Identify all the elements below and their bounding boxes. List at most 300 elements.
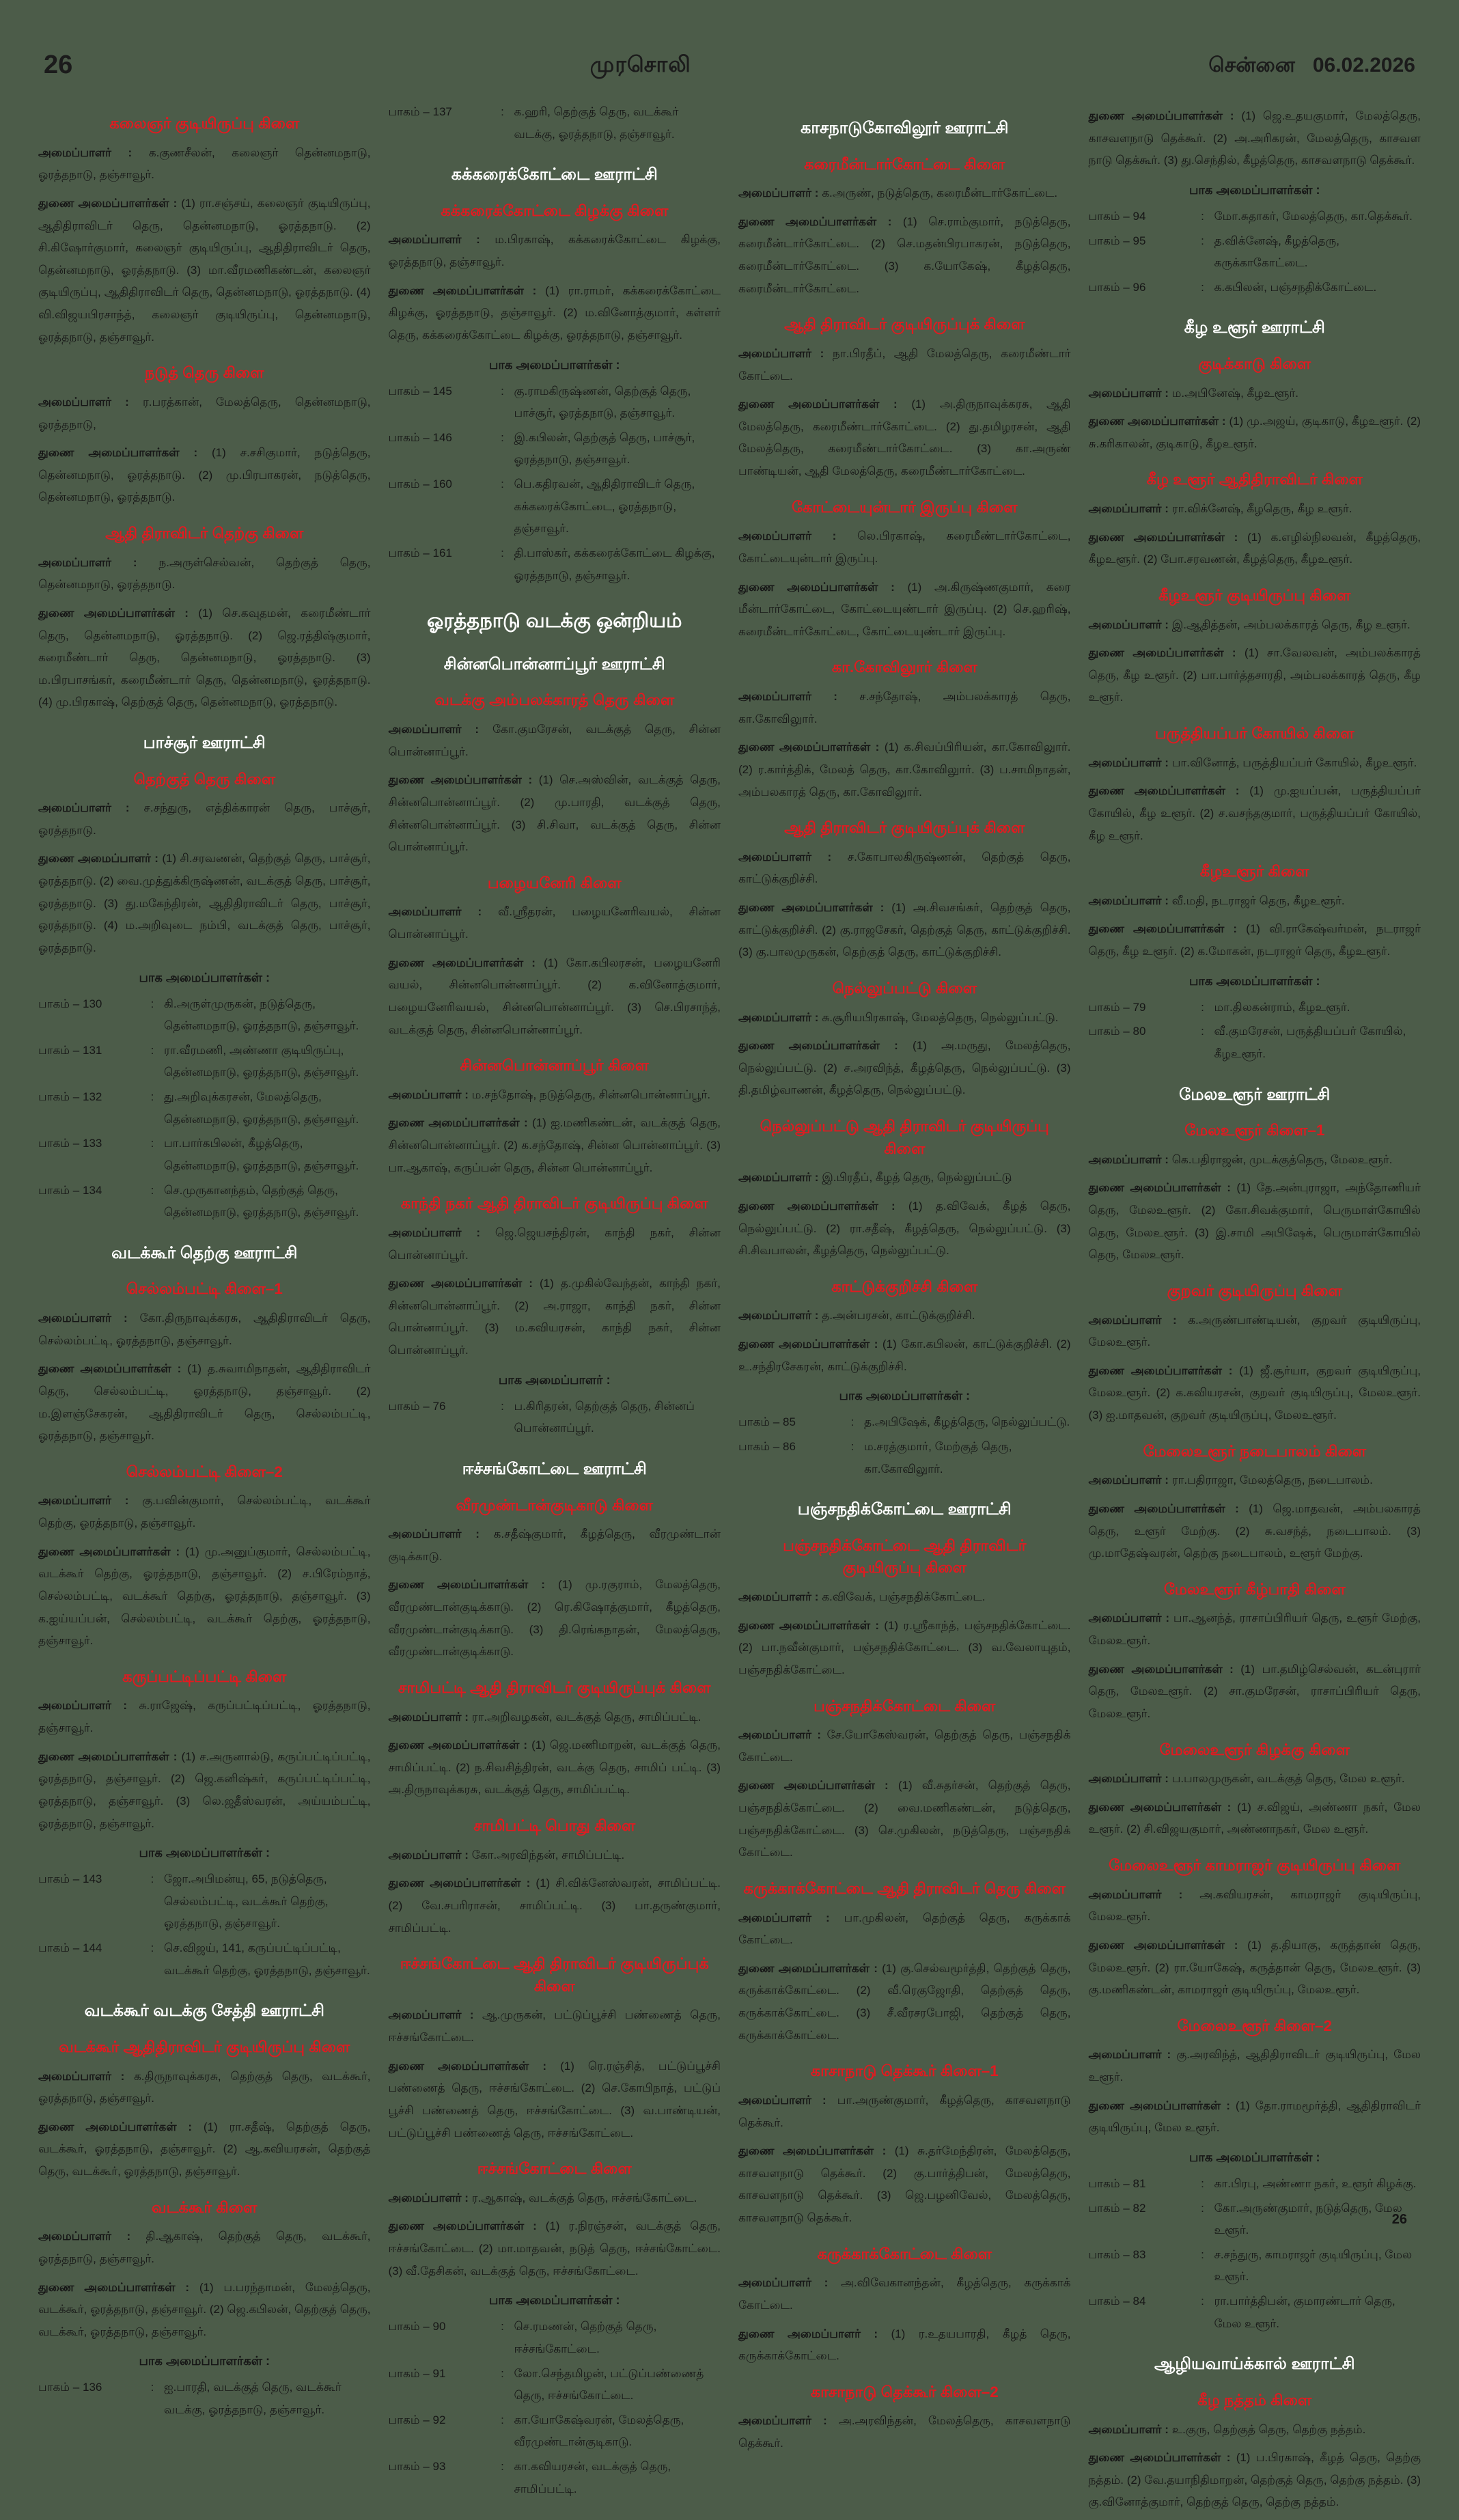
colon-separator: : <box>501 477 504 491</box>
branch-heading: பழையனேரி கிளை <box>487 874 622 891</box>
organizer-role-label: துணை அமைப்பாளர்கள் : <box>1088 1938 1238 1952</box>
organizer-paragraph <box>738 1907 1071 1952</box>
organizer-names-text: (1) ர.உதயபாரதி, கீழத் தெரு, கருக்காக்கோட்டை. <box>738 2327 1071 2363</box>
branch-heading: கீழஉளூர் குடியிருப்பு கிளை <box>1158 586 1351 604</box>
part-number-label: பாகம் – 94 <box>1088 209 1146 223</box>
organizer-paragraph <box>38 2066 371 2110</box>
panchayat-heading: சின்னபொன்னாப்பூர் ஊராட்சி <box>443 654 665 674</box>
parts-header: பாக அமைப்பாளர்கள் : <box>1189 973 1320 988</box>
organizer-paragraph <box>389 719 721 763</box>
organizer-paragraph <box>38 797 371 842</box>
parts-header: பாக அமைப்பாளர்கள் : <box>139 970 270 984</box>
header-edition-date <box>1208 54 1415 80</box>
organizer-paragraph <box>738 2272 1071 2316</box>
part-organizer-text: த.அபிஷேக், கீழத்தெரு, நெல்லுப்பட்டு. <box>864 1415 1070 1429</box>
organizer-role-label: அமைப்பாளர் : <box>738 529 837 543</box>
part-number-label: பாகம் – 130 <box>38 997 102 1010</box>
part-number-label: பாகம் – 84 <box>1088 2295 1146 2308</box>
colon-separator: : <box>501 2320 504 2334</box>
organizer-role-label: அமைப்பாளர் : <box>738 850 832 863</box>
organizer-names-text: ர.பரத்கான், மேலத்தெரு, தென்னமநாடு, ஓரத்தநாடு, <box>38 395 371 431</box>
colon-separator: : <box>1201 1000 1204 1014</box>
part-row <box>738 1411 1071 1434</box>
organizer-names-text: ம.அபினேஷ், கீழஉளூர். <box>1171 386 1298 400</box>
organizer-names-text: (1) மு.ரகுராம், மேலத்தெரு, வீரமுண்டான்குடிக்காடு. (2) ரெ.கிஷோத்குமார், கீழத்தெரு, வீரமுண்டான்குடிக்காடு. (3) தி.ரெங்கநாதன், மேலத்தெரு, வீரமுண்டான்குடிக்காடு. <box>388 1578 721 1659</box>
organizer-paragraph <box>1089 614 1421 637</box>
organizer-names-text: ச.சந்தோஷ், அம்பலக்காரத் தெரு, கா.கோவிலுார். <box>738 690 1071 725</box>
edition-city: சென்னை <box>1208 54 1295 77</box>
organizer-names-text: (1) ப.பிரகாஷ், கீழத் தெரு, தெற்கு நத்தம். (2) வே.தயாநிதிமாறன், தெற்குத் தெரு, தெற்கு நத்தம். (3) கு.வினோத்குமார், தெற்குத் தெரு, தெற்கு நத்தம். <box>1088 2451 1421 2509</box>
part-organizer-text: ம.சரத்குமார், மேற்குத் தெரு, கா.கோவிலுார். <box>864 1439 1012 1476</box>
organizer-paragraph <box>738 1958 1071 2047</box>
panchayat-heading: காசநாடுகோவிலூர் ஊராட்சி <box>801 119 1009 137</box>
organizer-paragraph <box>38 1490 371 1534</box>
branch-heading: குறவர் குடியிருப்பு கிளை <box>1167 1282 1342 1299</box>
organizer-names-text: ம.சந்தோஷ், நடுத்தெரு, சின்னபொன்னாப்பூர். <box>471 1088 711 1101</box>
organizer-role-label: அமைப்பாளர் : <box>1088 756 1169 769</box>
organizer-paragraph <box>738 525 1071 570</box>
part-organizer-text: கா.பிரபு, அண்ணா நகர், உளூர் கிழக்கு. <box>1214 2176 1417 2190</box>
organizer-role-label: அமைப்பாளர் : <box>1088 618 1169 631</box>
organizer-names-text: ச.சந்துரு, எத்திக்காரன் தெரு, பாச்சூர், ஓரத்தநாடு. <box>38 801 371 837</box>
colon-separator: : <box>1201 1025 1204 1038</box>
parts-header: பாக அமைப்பாளர்கள் : <box>839 1389 970 1403</box>
organizer-paragraph <box>738 211 1071 301</box>
organizer-role-label: அமைப்பாளர் : <box>1088 386 1169 400</box>
organizer-names-text: (1) த.சுவாமிநாதன், ஆதிதிராவிடர் தெரு, செல்லம்பட்டி, ஓரத்தநாடு, தஞ்சாவூர். (2) ம.இளஞ்சேகரன், ஆதிதிராவிடர் தெரு, செல்லம்பட்டி, ஓரத்தநாடு, தஞ்சாவூர். <box>38 1362 371 1443</box>
colon-separator: : <box>1201 2295 1204 2308</box>
organizer-role-label: அமைப்பாளர் : <box>738 2414 827 2428</box>
branch-heading: கரைமீன்டார்கோட்டை கிளை <box>804 155 1005 173</box>
organizer-paragraph <box>738 2410 1071 2454</box>
part-number-label: பாகம் – 133 <box>38 1137 102 1150</box>
part-organizer-text: செ.ரமணன், தெற்குத் தெரு, ஈச்சங்கோட்டை. <box>514 2320 657 2355</box>
organizer-paragraph <box>738 393 1071 483</box>
organizer-paragraph <box>389 901 721 945</box>
panchayat-heading: ஆழியவாய்க்கால் ஊராட்சி <box>1154 2355 1355 2374</box>
part-row <box>38 993 371 1038</box>
organizer-names-text: ந.அருள்செல்வன், தெற்குத் தெரு, தென்னமநாடு, ஓரத்தநாடு. <box>38 555 371 592</box>
part-number-label: பாகம் – 132 <box>38 1090 102 1104</box>
organizer-names-text: (1) த.முகில்வேந்தன், காந்தி நகர், சின்னபொன்னாப்பூர். (2) அ.ராஜா, காந்தி நகர், சின்ன பொன்னாப்பூர். (3) ம.கவியரசன், காந்தி நகர், சின்ன பொன்னாப்பூர். <box>388 1277 721 1357</box>
parts-header: பாக அமைப்பாளர்கள் : <box>489 2293 620 2308</box>
organizer-names-text: (1) ரா.சஞ்சய், கலைஞர் குடியிருப்பு, ஆதிதிராவிடர் தெரு, தென்னமநாடு, ஓரத்தநாடு. (2) சி.கிஷோர்குமார், கலைஞர் குடியிருப்பு, ஆதிதிராவிடர் தெரு, தென்னமநாடு, ஓரத்தநாடு. (3) மா.வீரமணிகண்டன், கலைஞர் குடியிருப்பு, ஆதிதிராவிடர் தெரு, தென்னமநாடு, ஓரத்தநாடு. (4) வி.விஜயபிரசாந்த், கலைஞர் குடியிருப்பு, தென்னமநாடு, ஓரத்தநாடு, தஞ்சாவூர். <box>38 196 371 344</box>
part-organizer-text: கா.கவியரசன், வடக்குத் தெரு, சாமிப்பட்டி. <box>514 2460 671 2495</box>
masthead-title: முரசொலி <box>589 52 691 77</box>
part-organizer-text: லோ.செந்தமிழன், பட்டுப்பண்ணைத் தெரு, ஈச்சங்கோட்டை. <box>514 2366 704 2403</box>
organizer-names-text: த.அன்பரசன், காட்டுக்குறிச்சி. <box>822 1309 975 1323</box>
organizer-names-text: (1) மு.ஐயப்பன், பருத்தியப்பர் கோயில், கீழ உளூர். (2) ச.வசந்தகுமார், பருத்தியப்பர் கோயில், கீழ உளூர். <box>1088 784 1421 842</box>
branch-heading: ஈச்சங்கோட்டை ஆதி திராவிடர் குடியிருப்புக் கிளை <box>400 1955 709 1995</box>
organizer-role-label: அமைப்பாளர் : <box>38 395 129 409</box>
organizer-paragraph <box>389 1112 721 1179</box>
organizer-role-label: துணை அமைப்பாளர்கள் : <box>388 1277 533 1290</box>
part-row <box>1089 206 1421 228</box>
organizer-paragraph <box>38 442 371 509</box>
part-number-label: பாகம் – 95 <box>1088 234 1146 247</box>
organizer-names-text: கெ.பதிராஜன், முடக்குத்தெரு, மேலஉளூர். <box>1171 1152 1393 1166</box>
organizer-names-text: இ.ஆதித்தன், அம்பலக்காரத் தெரு, கீழ உளூர். <box>1171 618 1411 631</box>
organizer-names-text: (1) ரா.ராமர், கக்கரைக்கோட்டை கிழக்கு, ஓரத்தநாடு, தஞ்சாவூர். (2) ம.வினோத்குமார், கள்ளர் தெரு, கக்கரைக்கோட்டை கிழக்கு, ஓரத்தநாடு, தஞ்சாவூர். <box>388 283 721 342</box>
organizer-paragraph <box>738 846 1071 891</box>
organizer-role-label: துணை அமைப்பாளர்கள் : <box>38 446 198 460</box>
organizer-paragraph <box>389 1706 721 1729</box>
organizer-names-text: பா.வினோத், பருத்தியப்பர் கோயில், கீழஉளூர். <box>1171 756 1417 769</box>
part-row <box>389 2409 721 2454</box>
branch-heading: கருக்காக்கோட்டை கிளை <box>817 2245 992 2262</box>
organizer-names-text: (1) ஜெ.மாதவன், அம்பலகாரத் தெரு, உளூர் மேற்கு. (2) சு.வசந்த், நடைபாலம். (3) மு.மாதேஷ்வரன், தெற்கு நடைபாலம், உளூர் மேற்கு. <box>1088 1501 1421 1560</box>
organizer-paragraph <box>1089 383 1421 405</box>
branch-heading: வடக்கு அம்பலக்காரத் தெரு கிளை <box>434 691 675 709</box>
part-row <box>1089 2290 1421 2335</box>
branch-heading: பஞ்சநதிக்கோட்டை ஆதி திராவிடர் குடியிருப்பு கிளை <box>783 1536 1027 1577</box>
organizer-paragraph <box>1089 2044 1421 2088</box>
branch-heading: கீழ நத்தம் கிளை <box>1197 2391 1312 2409</box>
organizer-role-label: துணை அமைப்பாளர்கள் : <box>38 606 189 620</box>
colon-separator: : <box>501 546 504 559</box>
organizer-names-text: பா.முகிலன், தெற்குத் தெரு, கருக்காக் கோட்டை. <box>738 1911 1071 1947</box>
part-row <box>38 1937 371 1982</box>
parts-header: பாக அமைப்பாளர்கள் : <box>139 2354 270 2368</box>
organizer-names-text: ஆ.முருகன், பட்டுப்பூச்சி பண்ணைத் தெரு, ஈச்சங்கோட்டை. <box>388 2008 721 2044</box>
organizer-role-label: அமைப்பாளர் : <box>1088 1772 1169 1786</box>
branch-heading: கக்கரைக்கோட்டை கிழக்கு கிளை <box>441 202 669 219</box>
colon-separator: : <box>850 1415 854 1429</box>
organizer-role-label: துணை அமைப்பாளர்கள் : <box>38 1362 182 1376</box>
part-number-label: பாகம் – 90 <box>388 2320 446 2334</box>
part-row <box>389 1396 721 1440</box>
organizer-paragraph <box>1089 752 1421 775</box>
organizer-names-text: க.திருநாவுக்கரசு, தெற்குத் தெரு, வடக்கூர், ஓரத்தநாடு, தஞ்சாவூர். <box>38 2069 371 2105</box>
organizer-paragraph <box>738 736 1071 803</box>
branch-heading: நெல்லுப்பட்டு கிளை <box>832 979 977 997</box>
branch-heading: வீரமுண்டான்குடிகாடு கிளை <box>456 1496 654 1514</box>
part-row <box>1089 997 1421 1019</box>
organizer-role-label: துணை அமைப்பாளர்கள் : <box>738 740 880 754</box>
part-number-label: பாகம் – 83 <box>1088 2247 1146 2261</box>
organizer-role-label: துணை அமைப்பாளர்கள் : <box>1088 646 1236 660</box>
organizer-paragraph <box>738 2323 1071 2368</box>
organizer-role-label: அமைப்பாளர் : <box>38 1494 129 1508</box>
organizer-names-text: நா.பிரதீப், ஆதி மேலத்தெரு, கரைமீண்டார் கோட்டை. <box>738 346 1071 383</box>
organizer-paragraph <box>738 1615 1071 1682</box>
part-organizer-text: வீ.குமரேசன், பருத்தியப்பர் கோயில், கீழஉளூர். <box>1214 1025 1406 1060</box>
organizer-names-text: க.சதீஷ்குமார், கீழத்தெரு, வீரமுண்டான் குடிக்காடு. <box>388 1527 721 1563</box>
part-organizer-text: கா.யோகேஷ்வரன், மேலத்தெரு, வீரமுண்டான்குடிகாடு. <box>514 2413 684 2449</box>
organizer-role-label: துணை அமைப்பாளர்கள் : <box>738 2144 887 2158</box>
organizer-role-label: அமைப்பாளர் : <box>1088 1887 1183 1901</box>
part-organizer-text: ரா.வீரமணி, அண்ணா குடியிருப்பு, தென்னமநாடு, ஓரத்தநாடு, தஞ்சாவூர். <box>164 1043 359 1079</box>
organizer-role-label: அமைப்பாளர் : <box>738 346 824 360</box>
organizer-role-label: துணை அமைப்பாளர்கள் : <box>738 580 895 594</box>
organizer-paragraph <box>1089 1177 1421 1266</box>
organizer-paragraph <box>738 1035 1071 1102</box>
organizer-role-label: அமைப்பாளர் : <box>738 2093 826 2107</box>
organizer-names-text: (1) வி.ராகேஷ்வர்மன், நடராஜர் தெரு, கீழ உளூர். (2) க.மோகன், நடராஜர் தெரு, கீழஉளூர். <box>1088 922 1421 958</box>
organizer-names-text: (1) அ.கிருஷ்ணகுமார், கரை மீன்டார்கோட்டை, கோட்டையுண்டார் இருப்பு. (2) செ.ஹரிஷ், கரைமீன்டார்கோட்டை, கோட்டையுண்டார் இருப்பு. <box>738 580 1071 638</box>
organizer-paragraph <box>389 1273 721 1362</box>
part-organizer-text: கி.அருள்முருகன், நடுத்தெரு, தென்னமநாடு, ஓரத்தநாடு, தஞ்சாவூர். <box>164 997 359 1033</box>
edition-date: 06.02.2026 <box>1312 54 1415 77</box>
content-columns <box>0 80 1459 2520</box>
part-organizer-text: ப.கிரிதரன், தெற்குத் தெரு, சின்னப் பொன்னாப்பூர். <box>514 1399 695 1435</box>
organizer-paragraph <box>738 686 1071 730</box>
organizer-names-text: அ.விவேகானந்தன், கீழத்தெரு, கருக்காக் கோட்டை. <box>738 2276 1071 2312</box>
panchayat-heading: கக்கரைக்கோட்டை ஊராட்சி <box>451 165 658 184</box>
organizer-paragraph <box>1089 918 1421 963</box>
organizer-paragraph <box>1089 1797 1421 1841</box>
organizer-names-text: (1) ஜெ.மணிமாறன், வடக்குத் தெரு, சாமிப்பட்டி. (2) ந.சிவசித்திரன், வடக்கு தெரு, சாமிப் பட்டி. (3) அ.திருநாவுக்கரசு, வடக்குத் தெரு, சாமிப்பட்டி. <box>388 1739 721 1797</box>
part-number-label: பாகம் – 136 <box>38 2381 102 2394</box>
branch-heading: சாமிபட்டி பொது கிளை <box>473 1817 636 1834</box>
part-organizer-text: ஐ.பாரதி, வடக்குத் தெரு, வடக்கூர் வடக்கு, ஓரத்தநாடு, தஞ்சாவூர். <box>164 2381 342 2417</box>
part-number-label: பாகம் – 76 <box>388 1399 446 1413</box>
part-row <box>389 2456 721 2500</box>
branch-heading: பஞ்சநதிக்கோட்டை கிளை <box>814 1697 996 1715</box>
organizer-role-label: அமைப்பாளர் : <box>388 1527 480 1541</box>
part-number-label: பாகம் – 160 <box>388 477 452 491</box>
organizer-names-text: (1) செ.கவுதமன், கரைமீண்டார் தெரு, தென்னமநாடு, ஓரத்தநாடு. (2) ஜெ.ரத்திஷ்குமார், கரைமீண்டார் தெரு, தென்னமநாடு, ஓரத்தநாடு. (3) ம.பிரபாசங்கர், கரைமீண்டார் தெரு, தென்னமநாடு, ஓரத்தநாடு. (4) மு.பிரகாஷ், தெற்குத் தெரு, தென்னமநாடு, ஓரத்தநாடு. <box>38 606 371 709</box>
column-4 <box>1089 99 1421 2520</box>
organizer-role-label: துணை அமைப்பாளர்கள் : <box>1088 1363 1233 1377</box>
part-number-label: பாகம் – 145 <box>388 384 452 398</box>
organizer-names-text: (1) அ.திருநாவுக்கரசு, ஆதி மேலத்தெரு, கரைமீண்டார்கோட்டை. (2) து.தமிழரசன், ஆதி மேலத்தெரு, கரைமீண்டார்கோட்டை. (3) கா.அருண் பாண்டியன், ஆதி மேலத்தெரு, கரைமீண்டார்கோட்டை. <box>738 398 1071 478</box>
organizer-names-text: (1) சி.விக்னேஸ்வரன், சாமிப்பட்டி. (2) வே.சபரிராசன், சாமிப்பட்டி. (3) பா.தருண்குமார், சாமிப்பட்டி. <box>388 1877 721 1935</box>
organizer-role-label: அமைப்பாளர் : <box>738 1309 819 1323</box>
organizer-role-label: துணை அமைப்பாளர்கள் : <box>38 1545 180 1558</box>
organizer-role-label: அமைப்பாளர் : <box>388 2008 474 2022</box>
branch-heading: காசாநாடு தெக்கூர் கிளை–2 <box>810 2383 999 2400</box>
branch-heading: கருப்பட்டிப்பட்டி கிளை <box>122 1667 287 1685</box>
organizer-paragraph <box>1089 105 1421 172</box>
panchayat-heading: வடக்கூர் தெற்கு ஊராட்சி <box>111 1243 298 1262</box>
organizer-role-label: துணை அமைப்பாளர்கள் : <box>738 1199 895 1213</box>
header-page-number: 26 <box>44 51 73 79</box>
part-organizer-text: ஜோ.அபிமன்யு, 65, நடுத்தெரு, செல்லம்பட்டி, வடக்கூர் தெற்கு, ஓரத்தநாடு, தஞ்சாவூர். <box>164 1872 329 1930</box>
organizer-paragraph <box>1089 1659 1421 1726</box>
organizer-role-label: துணை அமைப்பாளர்கள் : <box>1088 530 1238 544</box>
organizer-role-label: அமைப்பாளர் : <box>388 233 480 247</box>
organizer-paragraph <box>38 1358 371 1448</box>
organizer-role-label: அமைப்பாளர் : <box>738 1590 819 1604</box>
organizer-paragraph <box>389 1574 721 1663</box>
branch-heading: மேலைஉளூர் கிளை–2 <box>1177 2017 1332 2034</box>
organizer-names-text: சே.யோகேஸ்வரன், தெற்குத் தெரு, பஞ்சநதிக் கோட்டை. <box>738 1728 1071 1764</box>
organizer-names-text: பா.ஆனந்த், ராசாப்பிரியர் தெரு, உளூர் மேற்கு, மேலஉளூர். <box>1088 1611 1421 1648</box>
organizer-names-text: (1) ச.அருனால்டு, கருப்பட்டிப்பட்டி, ஓரத்தநாடு, தஞ்சாவூர். (2) ஜெ.கனிஷ்கர், கருப்பட்டிப்பட்டி, ஓரத்தநாடு, தஞ்சாவூர். (3) லெ.ஜதீஸ்வரன், அய்யம்பட்டி, ஓரத்தநாடு, தஞ்சாவூர். <box>38 1749 371 1830</box>
branch-heading: மேலைஉளூர் நடைபாலம் கிளை <box>1143 1442 1367 1460</box>
organizer-role-label: துணை அமைப்பாளர்கள் : <box>1088 1501 1239 1515</box>
organizer-role-label: துணை அமைப்பாளர்கள் : <box>38 2120 193 2133</box>
organizer-paragraph <box>38 848 371 959</box>
branch-heading: பருத்தியப்பர் கோயில் கிளை <box>1154 725 1354 743</box>
branch-heading: ஆதி திராவிடர் குடியிருப்புக் கிளை <box>784 819 1025 837</box>
colon-separator: : <box>501 1399 504 1413</box>
organizer-names-text: ச.கோபாலகிருஷ்ணன், தெற்குத் தெரு, காட்டுக்குறிச்சி. <box>738 850 1071 886</box>
colon-separator: : <box>850 1439 854 1453</box>
part-number-label: பாகம் – 134 <box>38 1183 102 1197</box>
panchayat-heading: பஞ்சநதிக்கோட்டை ஊராட்சி <box>797 1500 1012 1519</box>
organizer-paragraph <box>1089 1149 1421 1172</box>
organizer-names-text: (1) செ.அஸ்வின், வடக்குத் தெரு, சின்னபொன்னாப்பூர். (2) மு.பாரதி, வடக்குத் தெரு, சின்னபொன்னாப்பூர். (3) சி.சிவா, வடக்குத் தெரு, சின்ன பொன்னாப்பூர். <box>388 773 721 854</box>
organizer-paragraph <box>1089 780 1421 847</box>
organizer-names-text: (1) செ.ராம்குமார், நடுத்தெரு, கரைமீன்டார்கோட்டை. (2) செ.மதன்பிரபாகரன், நடுத்தெரு, கரைமீன்டார்கோட்டை. (3) க.யோகேஷ், கீழத்தெரு, கரைமீன்டார்கோட்டை. <box>738 214 1071 295</box>
panchayat-heading: ஈச்சங்கோட்டை ஊராட்சி <box>462 1459 647 1478</box>
branch-heading: ஈச்சங்கோட்டை கிளை <box>477 2160 632 2178</box>
organizer-role-label: துணை அமைப்பாளர்கள் : <box>1088 415 1226 428</box>
organizer-role-label: அமைப்பாளர் : <box>38 2069 125 2083</box>
organizer-names-text: கோ.அரவிந்தன், சாமிப்பட்டி. <box>471 1848 625 1861</box>
organizer-names-text: (1) ர.நிரஞ்சன், வடக்குத் தெரு, ஈச்சங்கோட்டை. (2) மா.மாதவன், நடுத் தெரு, ஈச்சங்கோட்டை. (3) வீ.தேசிகன், வடக்குத் தெரு, ஈச்சங்கோட்டை. <box>388 2219 721 2277</box>
branch-heading: கீழ உளூர் ஆதிதிராவிடர் கிளை <box>1146 471 1363 488</box>
organizer-names-text: (1) ஜீ.சூர்யா, குறவர் குடியிருப்பு, மேலஉளூர். (2) க.கவியரசன், குறவர் குடியிருப்பு, மேலஉளூர். (3) ஐ.மாதவன், குறவர் குடியிருப்பு, மேலஉளூர். <box>1088 1363 1421 1422</box>
part-number-label: பாகம் – 144 <box>38 1941 102 1955</box>
organizer-paragraph <box>389 1523 721 1568</box>
parts-header: பாக அமைப்பாளர்கள் : <box>139 1846 270 1860</box>
organizer-paragraph <box>738 2140 1071 2230</box>
organizer-names-text: (1) ச.சசிகுமார், நடுத்தெரு, தென்னமநாடு, ஓரத்தநாடு. (2) மு.பிரபாகரன், நடுத்தெரு, தென்னமநாடு, ஓரத்தநாடு. <box>38 446 371 504</box>
organizer-paragraph <box>38 603 371 714</box>
organizer-role-label: அமைப்பாளர் : <box>388 2191 469 2204</box>
panchayat-heading: கீழ உளூர் ஊராட்சி <box>1184 318 1325 337</box>
organizer-role-label: துணை அமைப்பாளர்கள் : <box>388 1578 545 1592</box>
organizer-role-label: அமைப்பாளர் : <box>1088 502 1169 516</box>
organizer-names-text: கு.அரவிந்த், ஆதிதிராவிடர் குடியிருப்பு, மேல உளூர். <box>1088 2048 1421 2084</box>
part-number-label: பாகம் – 93 <box>388 2460 446 2473</box>
organizer-names-text: (1) வீ.சுதர்சன், தெற்குத் தெரு, பஞ்சநதிக்கோட்டை. (2) வை.மணிகண்டன், நடுத்தெரு, பஞ்சநதிக்கோட்டை. (3) செ.முகிலன், நடுத்தெரு, பஞ்சநதிக் கோட்டை. <box>738 1779 1071 1859</box>
organizer-role-label: அமைப்பாளர் : <box>1088 2048 1171 2062</box>
branch-heading: கருக்காக்கோட்டை ஆதி திராவிடர் தெரு கிளை <box>743 1879 1066 1897</box>
organizer-role-label: துணை அமைப்பாளர்கள் : <box>1088 2451 1231 2465</box>
parts-header: பாக அமைப்பாளர் : <box>498 1372 611 1387</box>
organizer-paragraph <box>38 1695 371 1739</box>
part-number-label: பாகம் – 91 <box>388 2366 446 2380</box>
colon-separator: : <box>1201 280 1204 294</box>
organizer-role-label: துணை அமைப்பாளர்கள் : <box>738 398 898 411</box>
organizer-names-text: (1) ஜெ.உதயகுமார், மேலத்தெரு, காசவளநாடு தெக்கூர். (2) அ.அரிகரன், மேலத்தெரு, காசவள நாடு தெக்கூர். (3) து.செந்தில், கீழத்தெரு, காசவளநாடு தெக்கூர். <box>1088 109 1421 167</box>
organizer-role-label: துணை அமைப்பாளர்கள் : <box>1088 1662 1234 1676</box>
organizer-role-label: துணை அமைப்பாளர்கள் : <box>1088 922 1238 936</box>
organizer-names-text: (1) தோ.ராமமூர்த்தி, ஆதிதிராவிடர் குடியிருப்பு, மேல உளூர். <box>1088 2099 1421 2135</box>
organizer-names-text: (1) த.தியாகு, கருத்தான் தெரு, மேலஉளூர். (2) ரா.யோகேஷ், கருத்தான் தெரு, மேலஉளூர். (3) கு.மணிகண்டன், காமராஜர் குடியிருப்பு, மேலஉளூர். <box>1088 1938 1421 1997</box>
organizer-role-label: அமைப்பாளர் : <box>388 1088 469 1101</box>
organizer-role-label: துணை அமைப்பாளர்கள் : <box>388 956 536 969</box>
organizer-paragraph <box>738 1305 1071 1327</box>
part-row <box>1089 277 1421 299</box>
organizer-role-label: துணை அமைப்பாளர்கள் : <box>1088 1800 1232 1814</box>
organizer-paragraph <box>389 229 721 273</box>
branch-heading: மேலைஉளூர் காமராஜர் குடியிருப்பு கிளை <box>1109 1857 1401 1874</box>
branch-heading: மேலஉளூர் கிளை–1 <box>1184 1122 1325 1139</box>
organizer-paragraph <box>738 1195 1071 1262</box>
organizer-paragraph <box>1089 527 1421 571</box>
organizer-names-text: (1) கோ.கபிலன், காட்டுக்குறிச்சி. (2) உ.சந்திரசேகரன், காட்டுக்குறிச்சி. <box>738 1338 1071 1373</box>
branch-heading: வடக்கூர் கிளை <box>152 2198 258 2216</box>
organizer-role-label: துணை அமைப்பாளர்கள் : <box>388 2219 537 2233</box>
part-organizer-text: பா.பார்கபிலன், கீழத்தெரு, தென்னமநாடு, ஓரத்தநாடு, தஞ்சாவூர். <box>164 1137 359 1172</box>
organizer-paragraph <box>389 280 721 347</box>
organizer-paragraph <box>1089 498 1421 521</box>
part-organizer-text: தி.பாஸ்கர், கக்கரைக்கோட்டை கிழக்கு, ஓரத்தநாடு, தஞ்சாவூர். <box>514 546 715 582</box>
column-3 <box>738 99 1071 2461</box>
organizer-paragraph <box>389 2215 721 2282</box>
organizer-role-label: அமைப்பாளர் : <box>388 905 482 919</box>
part-number-label: பாகம் – 143 <box>38 1872 102 1886</box>
organizer-names-text: (1) சா.வேலவன், அம்பலக்காரத் தெரு, கீழ உளூர். (2) பா.பார்த்தசாரதி, அம்பலக்காரத் தெரு, கீழ உளூர். <box>1088 646 1421 704</box>
branch-heading: சின்னபொன்னாப்பூர் கிளை <box>460 1057 649 1075</box>
branch-heading: கோட்டையுன்டார் இருப்பு கிளை <box>791 498 1018 516</box>
organizer-paragraph <box>38 552 371 596</box>
organizer-paragraph <box>389 952 721 1042</box>
part-row <box>389 473 721 540</box>
organizer-role-label: துணை அமைப்பாளர்கள் : <box>38 2280 190 2294</box>
part-organizer-text: பெ.கதிரவன், ஆதிதிராவிடர் தெரு, கக்கரைக்கோட்டை, ஓரத்தநாடு, தஞ்சாவூர். <box>514 477 695 536</box>
organizer-role-label: துணை அமைப்பாளர் : <box>38 852 158 866</box>
organizer-names-text: (1) மு.அனுப்குமார், செல்லம்பட்டி, வடக்கூர் தெற்கு, ஓரத்தநாடு, தஞ்சாவூர். (2) ச.பிரேம்நாத், செல்லம்பட்டி, வடக்கூர் தெற்கு, ஓரத்தநாடு, தஞ்சாவூர். (3) க.ஐய்யப்பன், செல்லம்பட்டி, வடக்கூர் தெற்கு, ஓரத்தநாடு, தஞ்சாவூர். <box>38 1545 371 1648</box>
colon-separator: : <box>150 1872 154 1886</box>
colon-separator: : <box>1201 2247 1204 2261</box>
panchayat-heading: வடக்கூர் வடக்கு சேத்தி ஊராட்சி <box>84 2002 324 2021</box>
organizer-role-label: துணை அமைப்பாளர்கள் : <box>1088 1181 1231 1195</box>
part-organizer-text: து.அறிவுக்கரசன், மேலத்தெரு, தென்னமநாடு, ஓரத்தநாடு, தஞ்சாவூர். <box>164 1090 359 1126</box>
parts-header: பாக அமைப்பாளர்கள் : <box>1189 2150 1320 2164</box>
organizer-paragraph <box>1089 1498 1421 1565</box>
organizer-role-label: அமைப்பாளர் : <box>38 2230 131 2243</box>
branch-heading: கா.கோவிலுார் கிளை <box>831 659 977 676</box>
part-row <box>38 2377 371 2421</box>
branch-heading: காந்தி நகர் ஆதி திராவிடர் குடியிருப்பு கிளை <box>400 1195 708 1213</box>
organizer-names-text: ப.பாலமுருகன், வடக்குத் தெரு, மேல உளூர். <box>1171 1772 1405 1786</box>
colon-separator: : <box>1201 2176 1204 2190</box>
colon-separator: : <box>501 430 504 444</box>
organizer-role-label: துணை அமைப்பாளர் : <box>738 2327 878 2340</box>
organizer-names-text: வீ.ஸ்ரீதரன், பழையனேரிவயல், சின்ன பொன்னாப்பூர். <box>388 905 721 941</box>
colon-separator: : <box>501 2460 504 2473</box>
part-organizer-text: ச.சந்துரு, காமராஜர் குடியிருப்பு, மேல உளூர். <box>1214 2247 1413 2284</box>
part-row <box>38 1040 371 1084</box>
part-number-label: பாகம் – 86 <box>738 1439 796 1453</box>
organizer-names-text: அ.கவியரசன், காமராஜர் குடியிருப்பு, மேலஉளூர். <box>1088 1887 1421 1924</box>
part-row <box>389 2316 721 2360</box>
organizer-paragraph <box>38 2277 371 2344</box>
organizer-paragraph <box>1089 1360 1421 1427</box>
organizer-role-label: அமைப்பாளர் : <box>1088 1313 1177 1327</box>
part-row <box>38 1180 371 1224</box>
part-row <box>1089 2173 1421 2196</box>
organizer-role-label: துணை அமைப்பாளர்கள் : <box>388 1877 531 1890</box>
organizer-paragraph <box>1089 2419 1421 2441</box>
organizer-role-label: அமைப்பாளர் : <box>388 1226 481 1239</box>
organizer-names-text: அ.அரவிந்தன், மேலத்தெரு, காசவளநாடு தெக்கூர். <box>738 2414 1071 2450</box>
organizer-names-text: (1) க.எழில்நிலவன், கீழத்தெரு, கீழஉளூர். (2) போ.சரவணன், கீழத்தெரு, கீழஉளூர். <box>1088 530 1421 566</box>
panchayat-heading: மேலஉளூர் ஊராட்சி <box>1179 1085 1331 1104</box>
organizer-names-text: இ.பிரதீப், கீழத் தெரு, நெல்லுப்பட்டு <box>822 1171 1012 1185</box>
organizer-role-label: அமைப்பாளர் : <box>38 555 137 569</box>
organizer-role-label: துணை அமைப்பாளர்கள் : <box>388 773 533 787</box>
organizer-role-label: அமைப்பாளர் : <box>738 186 819 200</box>
organizer-paragraph <box>1089 1768 1421 1790</box>
branch-heading: வடக்கூர் ஆதிதிராவிடர் குடியிருப்பு கிளை <box>59 2038 350 2055</box>
colon-separator: : <box>150 1183 154 1197</box>
organizer-names-text: (1) ச.விஜய், அண்ணா நகர், மேல உளூர். (2) சி.விஜயகுமார், அண்ணாநகர், மேல உளூர். <box>1088 1800 1421 1836</box>
organizer-names-text: லெ.பிரகாஷ், கரைமீண்டார்கோட்டை, கோட்டையுன்டார் இருப்பு. <box>738 529 1071 565</box>
colon-separator: : <box>501 384 504 398</box>
colon-separator: : <box>501 2413 504 2426</box>
organizer-names-text: (1) ஐ.மணிகண்டன், வடக்குத் தெரு, சின்னபொன்னாப்பூர். (2) க.சந்தோஷ், சின்ன பொன்னாப்பூர். (3) பா.ஆகாஷ், கருப்பன் தெரு, சின்ன பொன்னாப்பூர். <box>388 1116 721 1174</box>
part-row <box>38 1868 371 1935</box>
branch-heading: சாமிபட்டி ஆதி திராவிடர் குடியிருப்புக் கிளை <box>398 1678 711 1696</box>
organizer-names-text: உ.குரு, தெற்குத் தெரு, தெற்கு நத்தம். <box>1171 2422 1366 2436</box>
